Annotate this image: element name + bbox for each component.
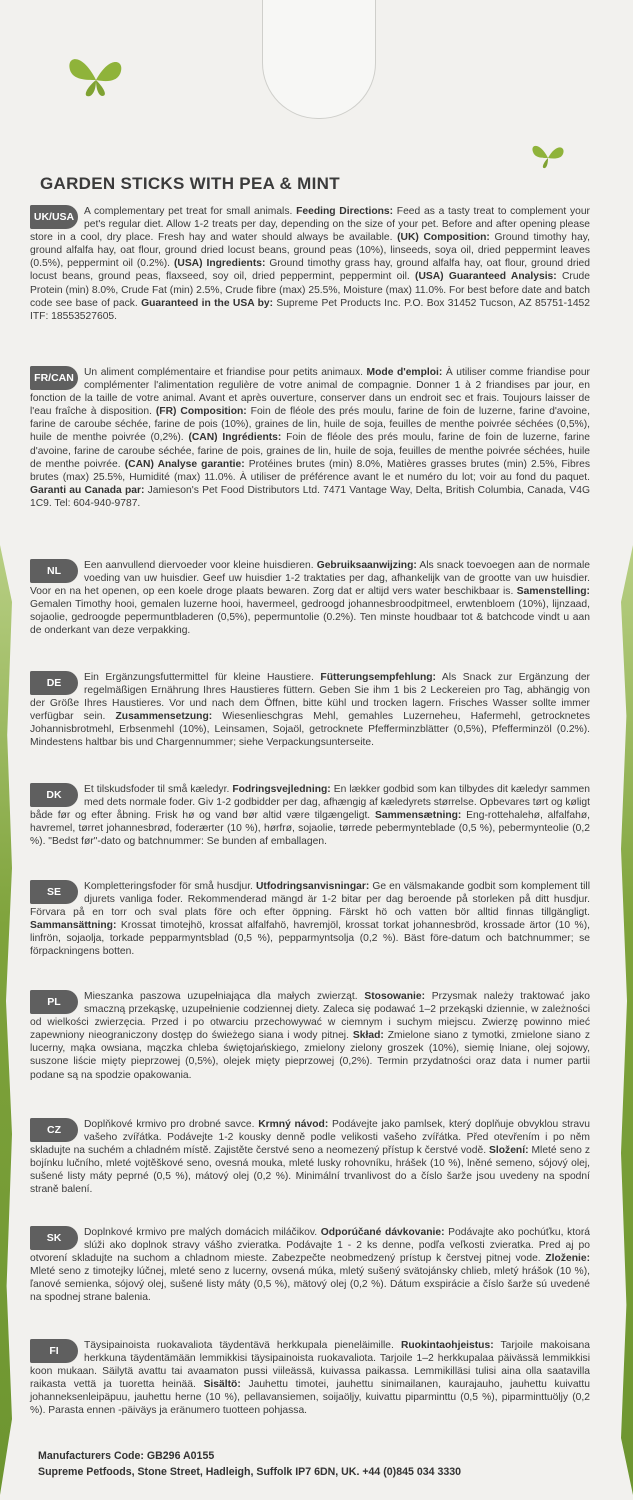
- section-nl: [30, 559, 590, 638]
- butterfly-icon-small: [530, 140, 566, 170]
- product-title: GARDEN STICKS WITH PEA & MINT: [40, 174, 340, 193]
- section-heading: Skład:: [352, 1030, 384, 1042]
- section-text: Doplnkové krmivo pre malých domácich miláčikov.: [84, 1227, 321, 1238]
- section-heading: Sisältö:: [203, 1379, 241, 1391]
- section-de: [30, 671, 590, 750]
- section-fr-can: [30, 366, 590, 510]
- section-heading: Krmný návod:: [258, 1119, 329, 1130]
- section-heading: Zusammensetzung:: [115, 711, 213, 723]
- language-badge: FR/CAN: [30, 366, 78, 390]
- section-fi: [30, 1339, 590, 1418]
- section-text: Mleté seno z timotejky lúčnej, mleté seno z lucerny, ovsená múka, mletý sušený svätojánsky chlieb, mletý hrášok (10 %), ľanové semienka, sójový olej, sušené listy máty (0,5 %), mätový olej (0,2 %). Dátum exspirácie a číslo šarže sú uvedené na spodnej strane balenia.: [30, 1266, 590, 1304]
- section-text: Een aanvullend diervoeder voor kleine huisdieren.: [84, 560, 317, 571]
- section-heading: Stosowanie:: [364, 991, 426, 1002]
- section-heading: Odporúčané dávkovanie:: [320, 1227, 445, 1238]
- section-text: Feed as a tasty treat to complement your pet's regular diet. Allow 1-2 treats per day, depending on the size of your pet. Before and after opening please store in a cool, dry place. Fresh hay and water should always be available.: [30, 206, 590, 244]
- section-heading: Zloženie:: [545, 1253, 590, 1265]
- section-pl: [30, 990, 590, 1082]
- section-text: Et tilskudsfoder til små kæledyr.: [84, 784, 233, 795]
- section-text: Mleté seno z bojínku lučního, mleté vojtěškové seno, ovesná mouka, mleté lusky rohovníku, hrášek (10 %), lněné semeno, sójový olej, sušené listy máty peprné (0,5 %), mátový olej (0,2 %). Minimální trvanlivost do a číslo šarže jsou uvedeny na spodní straně balení.: [30, 1145, 590, 1196]
- section-text: Un aliment complémentaire et friandise pour petits animaux.: [84, 367, 367, 378]
- section-sk: [30, 1226, 590, 1305]
- section-se: [30, 880, 590, 959]
- manufacturer-address: Supreme Petfoods, Stone Street, Hadleigh, Suffolk IP7 6DN, UK. +44 (0)845 034 3330: [38, 1466, 462, 1478]
- section-text: Podávajte ako pochúťku, ktorá slúži ako doplnok stravy vášho zvieratka. Podávajte 1 - 2 ks denne, podľa veľkosti zvieratka. Pred aj po otvorení skladujte na suchom a chladnom mieste. Zabezpečte neobmedzený prístup k čerstvej pitnej vode.: [30, 1227, 591, 1265]
- section-text: Kompletteringsfoder för små husdjur.: [84, 881, 256, 892]
- section-heading: (USA) Guaranteed Analysis:: [415, 271, 557, 283]
- section-text: Krossat timotejhö, krossat alfalfahö, havremjöl, krossat torkat johannesbröd, krossade ärtor (10 %), linfrön, sojaolja, torkade pepparmyntsblad (0,5 %), pepparmyntsolja (0,2 %). Bäst före-datum och batchnummer; se förpackningens botten.: [30, 920, 590, 958]
- section-heading: Složení:: [489, 1145, 529, 1157]
- section-heading: (CAN) Analyse garantie:: [124, 458, 245, 470]
- section-heading: (UK) Composition:: [397, 232, 490, 244]
- section-text: Crude Protein (min) 8.0%, Crude Fat (min) 2.5%, Crude fibre (max) 25.5%, Moisture (max) 11.0%. For best before date and batch code see base of pack.: [30, 271, 590, 309]
- section-heading: Fütterungsempfehlung:: [320, 672, 436, 683]
- section-text: Ein Ergänzungsfuttermittel für kleine Haustiere.: [84, 672, 321, 683]
- language-badge: DK: [30, 783, 78, 807]
- language-badge: PL: [30, 990, 78, 1014]
- section-heading: Fodringsvejledning:: [232, 784, 331, 795]
- section-text: Jamieson's Pet Food Distributors Ltd. 7471 Vantage Way, Delta, British Columbia, Canada, V4G 1C9. Tel: 604-940-9787.: [30, 484, 591, 509]
- section-text: Jauhettu timotei, jauhettu sinimailanen, kaurajauho, jauhettu kuivattu johanneksenleipäpuu, jauhettu herne (10 %), pellavansiemen, soijaöljy, kuivattu piparminttu (0,5 %), piparminttuöljy (0,2 %). Parasta ennen -päiväys ja eränumero tuotteen pohjassa.: [30, 1379, 590, 1417]
- section-text: Eng-rottehalehø, alfalfahø, havremel, tørret johannesbrød, foderærter (10 %), hørfrø, sojaolie, tørrede pebermynteblade (0,5 %), pebermynteolie (0,2 %). "Bedst før"-dato og batchnummer: Se bunden af emballagen.: [30, 810, 590, 848]
- section-text: Ground timothy hay, ground alfalfa hay, oat flour, ground dried locust beans, ground peas (10%), linseeds, soya oil, dried peppermint leaves (0.5%), peppermint oil (0.2%).: [30, 232, 590, 270]
- section-text: Als snack toevoegen aan de normale voeding van uw huisdier. Geef uw huisdier 1-2 traktaties per dag, afhankelijk van de grootte van uw huisdier. Voor en na het openen, op een koele droge plaats bewaren. Zorg dat er altijd vers water beschikbaar is.: [30, 560, 590, 598]
- section-text: En lækker godbid som kan tilbydes dit kæledyr sammen med dets normale foder. Giv 1-2 godbidder per dag, afhængig af kæledyrets størrelse. Opbevares tørt og køligt både før og efter åbning. Frisk hø og vand bør altid være tilgængeligt.: [30, 784, 591, 822]
- section-text: A complementary pet treat for small animals.: [84, 206, 297, 217]
- section-uk-usa: [30, 205, 590, 323]
- language-badge: FI: [30, 1339, 78, 1363]
- section-dk: [30, 783, 590, 848]
- section-heading: Mode d'emploi:: [366, 367, 443, 378]
- section-heading: Utfodringsanvisningar:: [256, 881, 370, 892]
- section-text: Foin de fléole des prés moulu, farine de foin de luzerne, farine d'avoine, farine de caroube séchée, farine de pois (10%), graines de lin, huile de soja, feuilles de menthe poivrée séchées (0,5%), huile de menthe poivrée (0,2%).: [30, 406, 590, 444]
- section-text: Przysmak należy traktować jako smaczną przekąskę, uzupełnienie codziennej diety. Zaleca się podawać 1–2 przekąski dziennie, w zależności od wielkości zwierzęcia. Przed i po otwarciu przechowywać w ciemnym i suchym miejscu. Zwierzę powinno mieć zapewniony nieograniczony dostęp do świeżego siana i wody pitnej.: [30, 991, 590, 1042]
- language-badge: NL: [30, 559, 78, 583]
- section-text: Foin de fléole des prés moulu, farine de foin de luzerne, farine d'avoine, farine de caroube séchée, farine de pois, graines de lin, huile de soja, feuilles de menthe poivrée séchées, huile de menthe poivrée.: [30, 432, 590, 470]
- section-text: Podávejte jako pamlsek, který doplňuje obvyklou stravu vašeho zvířátka. Podávejte 1-2 kousky denně podle velikosti vašeho zvířátka. Před otevřením i po něm skladujte na suchém a chladném místě. Zajistěte čerstvé seno a neomezený přístup k čerstvé vodě.: [30, 1119, 590, 1157]
- section-text: Gemalen Timothy hooi, gemalen luzerne hooi, havermeel, gedroogd johannesbroodpitmeel, erwtenbloem (10%), lijnzaad, sojaolie, gedroogde pepermuntbladeren (0,5%), pepermuntolie (0.2%). Ten minste houdbaar tot & batchcode vindt u aan de onderkant van deze verpakking.: [30, 599, 590, 637]
- section-heading: (USA) Ingredients:: [173, 258, 266, 270]
- grass-decoration-left: [0, 545, 12, 1495]
- section-heading: Sammansättning:: [30, 920, 117, 932]
- section-heading: Guaranteed in the USA by:: [141, 297, 274, 309]
- section-text: Ge en välsmakande godbit som komplement till djurets vanliga foder. Rekommenderad mängd är 1-2 bitar per dag beroende på storleken på ditt husdjur. Förvara på en torr och sval plats före och efter öppning. Färskt hö och vatten bör alltid finnas tillgängligt.: [30, 881, 590, 919]
- section-heading: Sammensætning:: [374, 810, 462, 822]
- grass-decoration-right: [621, 545, 633, 1495]
- language-badge: CZ: [30, 1118, 78, 1142]
- language-badge: DE: [30, 671, 78, 695]
- section-heading: Garanti au Canada par:: [30, 484, 145, 496]
- section-heading: Ruokintaohjeistus:: [400, 1340, 494, 1351]
- section-text: Doplňkové krmivo pro drobné savce.: [84, 1119, 259, 1130]
- language-badge: SK: [30, 1226, 78, 1250]
- section-heading: Gebruiksaanwijzing:: [316, 560, 417, 571]
- section-heading: Feeding Directions:: [296, 206, 394, 217]
- hang-tab-cutout: [262, 0, 376, 119]
- butterfly-icon: [64, 50, 128, 100]
- section-text: Als Snack zur Ergänzung der regelmäßigen Ernährung Ihres Haustieres füttern. Geben Sie ihm 1 bis 2 Leckereien pro Tag, abhängig von der Größe Ihres Haustieres. Vor und nach dem Öffnen, bitte kühl und trocken lagern. Frisches Wasser sollte immer verfügbar sein.: [30, 672, 590, 723]
- language-badge: SE: [30, 880, 78, 904]
- section-text: Ground timothy grass hay, ground alfalfa hay, oat flour, ground dried locust beans, ground peas, flaxseed, soy oil, dried peppermint, peppermint oil.: [30, 258, 590, 283]
- section-heading: (CAN) Ingrédients:: [188, 432, 282, 444]
- section-heading: Samenstelling:: [516, 586, 590, 598]
- section-text: À utiliser comme friandise pour complémenter l'alimentation regulière de votre animal de compagnie. Donner 1 à 2 friandises par jour, en fonction de la taille de votre animal. Avant et après ouverture, conserver dans un endroit sec et frais. Toujours laisser de l'eau fraîche à disposition.: [30, 367, 590, 418]
- section-text: Protéines brutes (min) 8.0%, Matières grasses brutes (min) 2.5%, Fibres brutes (max) 25.5%, Humidité (max) 11.0%. À utiliser de préférence avant le et numéro du lot; voir au fond du paquet.: [30, 458, 590, 483]
- section-text: Täysipainoista ruokavaliota täydentävä herkkupala pieneläimille.: [84, 1340, 401, 1351]
- section-text: Mieszanka paszowa uzupełniająca dla małych zwierząt.: [84, 991, 365, 1002]
- section-cz: [30, 1118, 590, 1197]
- section-text: Wiesenlieschgras Mehl, gemahles Luzerneheu, Hafermehl, getrocknetes Johannisbrotmehl, Erbsenmehl (10%), Leinsamen, Sojaöl, getrocknete Pfefferminzblätter (0,5%), Pfefferminzöl (0.2%). Mindestens haltbar bis und Chargennummer; siehe Verpackungsunterseite.: [30, 711, 590, 749]
- manufacturers-code: Manufacturers Code: GB296 A0155: [38, 1450, 215, 1462]
- section-text: Supreme Pet Products Inc. P.O. Box 31452 Tucson, AZ 85751-1452 ITF: 18553527605.: [30, 297, 590, 322]
- section-text: Tarjoile makoisana herkkuna täydentämään lemmikkisi täysipainoista ruokavaliota. Tarjoile 1–2 herkkupalaa päivässä lemmikkisi koon mukaan. Säilytä avattu tai avaamaton pussi viileässä, kuivassa paikassa. Lemmikilläsi tulisi aina olla saatavilla raikasta vettä ja tuoretta heinää.: [30, 1340, 591, 1391]
- section-heading: (FR) Composition:: [155, 406, 247, 418]
- section-text: Zmielone siano z tymotki, zmielone siano z lucerny, mąka owsiana, mączka chleba świętojańskiego, zmielony zielony groszek (10%), siemię lniane, olej sojowy, suszone liście mięty pieprzowej (0,5%), olejek mięty pieprzowej (0,2%). Termin przydatności oraz data i numer partii podane są na spodzie opakowania.: [30, 1030, 590, 1081]
- language-badge: UK/USA: [30, 205, 78, 229]
